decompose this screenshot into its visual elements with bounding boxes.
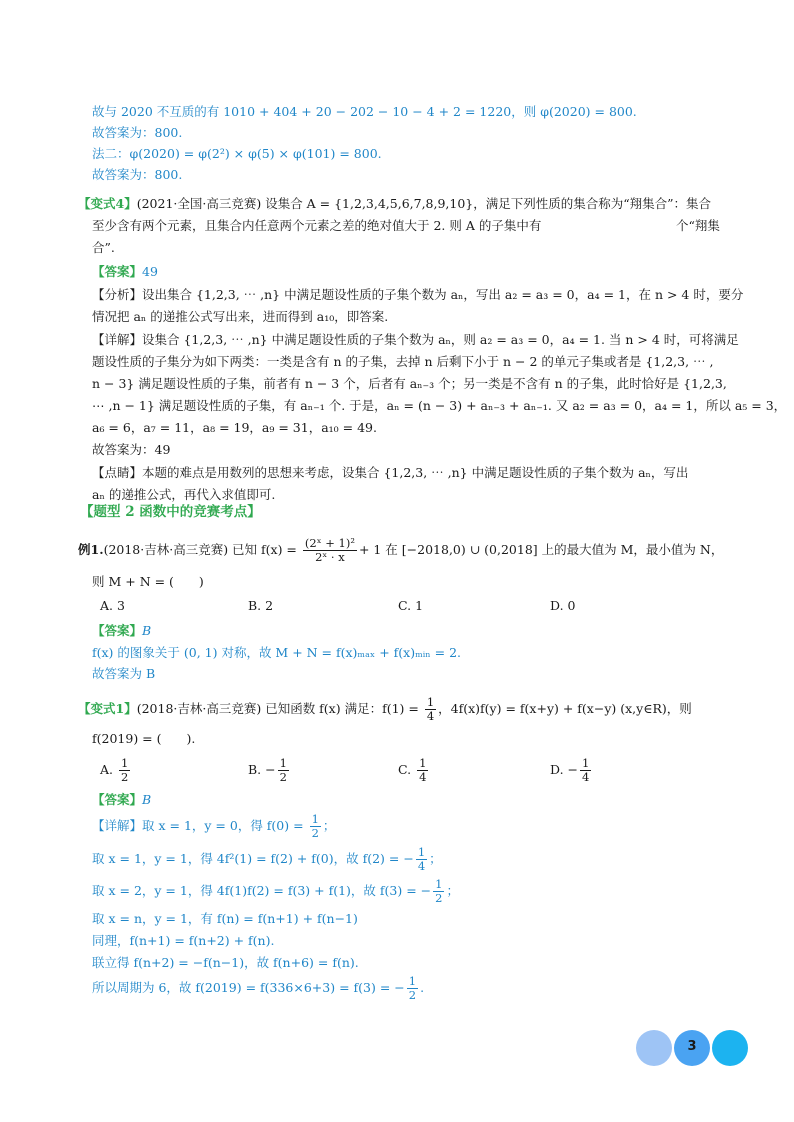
detail7-num: 1: [408, 974, 417, 988]
variant1-detail-2: [92, 845, 442, 873]
example1-frac-num: (2ˣ + 1)²: [304, 536, 355, 550]
variant4-tag: 【变式4】: [78, 196, 137, 211]
example1-solution-1: f(x) 的图象关于 (0, 1) 对称，故 M + N = f(x)ₘₐₓ + f(x)ₘᵢₙ = 2.: [92, 645, 462, 660]
detail3-fraction: [433, 878, 444, 905]
variant4-question-3: 合”.: [92, 240, 115, 255]
example1-solution-2: 故答案为 B: [92, 666, 156, 681]
top-line-3: 法二：φ(2020) = φ(2²) × φ(5) × φ(101) = 800.: [92, 146, 382, 161]
option-c-label: C.: [398, 762, 412, 777]
variant4-detail-2: 题设性质的子集分为如下两类：一类是含有 n 的子集，去掉 n 后剩下小于 n − 2 的单元子集或者是 {1,2,3, ⋯ ,: [92, 354, 714, 369]
option-c-den: 4: [419, 770, 427, 784]
page-number: 3: [687, 1039, 697, 1054]
top-line-1: 故与 2020 不互质的有 1010 + 404 + 20 − 202 − 10 − 4 + 2 = 1220，则 φ(2020) = 800.: [92, 104, 637, 119]
option-a-den: 2: [121, 770, 129, 784]
detail2-den: 4: [417, 859, 426, 873]
option-c-num: 1: [419, 756, 427, 770]
example1-line-1: [78, 535, 723, 565]
option-b-fraction: [278, 757, 289, 784]
example1-option-a: A. 3: [100, 598, 125, 613]
variant4-answer: [92, 264, 158, 280]
variant1-line-1: [78, 695, 692, 723]
variant4-answer-value: 49: [142, 264, 158, 279]
variant1-f1-fraction: [425, 696, 436, 723]
detail2-post: ；: [429, 851, 442, 866]
variant4-analysis-1: 【分析】设出集合 {1,2,3, ⋯ ,n} 中满足题设性质的子集个数为 aₙ，写出 a₂ = a₃ = 0，a₄ = 1，在 n > 4 时，要分: [92, 287, 744, 302]
detail3-text: 取 x = 2，y = 1，得 4f(1)f(2) = f(3) + f(1)，故 f(3) = −: [92, 883, 432, 898]
example1-answer: [92, 623, 151, 639]
page-number-badge: [636, 1030, 752, 1066]
option-a-label: A.: [100, 762, 114, 777]
variant1-f1-den: 4: [426, 709, 435, 723]
variant4-note-2: aₙ 的递推公式，再代入求值即可.: [92, 487, 276, 502]
example1-fraction: [303, 537, 357, 564]
option-a-fraction: [119, 757, 130, 784]
detail3-den: 2: [435, 891, 443, 905]
option-a-num: 1: [121, 756, 129, 770]
variant1-answer: [92, 792, 151, 808]
detail2-fraction: [416, 846, 427, 873]
detail7-den: 2: [408, 988, 417, 1002]
option-c-fraction: [417, 757, 428, 784]
variant4-question-2: 至少含有两个元素，且集合内任意两个元素之差的绝对值大于 2. 则 A 的子集中有: [92, 218, 542, 233]
variant1-line-2: f(2019) = ( ).: [92, 731, 196, 746]
variant4-analysis-2: 情况把 aₙ 的递推公式写出来，进而得到 a₁₀，即答案.: [92, 309, 389, 324]
detail1-post: ；: [322, 818, 336, 833]
detail3-num: 1: [435, 877, 443, 891]
option-d-den: 4: [582, 770, 590, 784]
variant4-detail-6: 故答案为：49: [92, 442, 171, 457]
variant4-note-1: 【点睛】本题的难点是用数列的思想来考虑，设集合 {1,2,3, ⋯ ,n} 中满足题设性质的子集个数为 aₙ，写出: [92, 465, 689, 480]
section-heading: 【题型 2 函数中的竞赛考点】: [80, 504, 261, 520]
variant1-option-c: [398, 757, 430, 784]
variant1-option-d: [550, 757, 593, 784]
top-line-2: 故答案为：800.: [92, 125, 183, 140]
option-d-num: 1: [582, 756, 590, 770]
variant4-question-1: (2021·全国·高三竞赛) 设集合 A = {1,2,3,4,5,6,7,8,9,10}，满足下列性质的集合称为“翔集合”：集合: [136, 196, 712, 211]
variant1-option-b: [248, 757, 291, 784]
variant4-detail-3: n − 3} 满足题设性质的子集，前者有 n − 3 个，后者有 aₙ₋₃ 个；另一类是不含有 n 的子集，此时恰好是 {1,2,3,: [92, 376, 727, 391]
example1-option-c: C. 1: [398, 598, 424, 613]
example1-post: + 1 在 [−2018,0) ∪ (0,2018] 上的最大值为 M，最小值为 N，: [358, 542, 724, 557]
variant1-detail-7: [92, 974, 424, 1002]
variant1-detail-6: 联立得 f(n+2) = −f(n−1)，故 f(n+6) = f(n).: [92, 955, 359, 970]
top-line-4: 故答案为：800.: [92, 167, 183, 182]
variant1-detail-4: 取 x = n，y = 1，有 f(n) = f(n+1) + f(n−1): [92, 911, 358, 926]
option-b-num: 1: [279, 756, 287, 770]
variant4-question-2b: 个“翔集: [676, 218, 720, 233]
option-b-sign: −: [265, 762, 276, 777]
detail2-num: 1: [417, 845, 426, 859]
option-d-sign: −: [567, 762, 579, 777]
variant1-answer-tag: 【答案】: [92, 792, 143, 807]
option-d-label: D.: [550, 762, 564, 777]
variant1-detail-5: 同理，f(n+1) = f(n+2) + f(n).: [92, 933, 275, 948]
detail1-num: 1: [311, 812, 319, 826]
variant1-option-a: [100, 757, 132, 784]
detail1-fraction: [310, 813, 321, 840]
detail2-text: 取 x = 1，y = 1，得 4f²(1) = f(2) + f(0)，故 f(2) = −: [92, 851, 414, 866]
detail7-fraction: [407, 975, 418, 1002]
variant4-detail-5: a₆ = 6，a₇ = 11，a₈ = 19，a₉ = 31，a₁₀ = 49.: [92, 420, 377, 435]
variant1-tag: 【变式1】: [78, 701, 137, 716]
badge-circle-right: [712, 1030, 748, 1066]
variant4-detail-1: 【详解】设集合 {1,2,3, ⋯ ,n} 中满足题设性质的子集个数为 aₙ，则 a₂ = a₃ = 0，a₄ = 1. 当 n > 4 时，可将满足: [92, 332, 739, 347]
variant1-pre: (2018·吉林·高三竞赛) 已知函数 f(x) 满足：f(1) =: [136, 701, 419, 716]
detail7-text: 所以周期为 6，故 f(2019) = f(336×6+3) = f(3) = −: [92, 980, 405, 995]
example1-answer-value: B: [142, 623, 152, 638]
variant4-line-1: [78, 196, 711, 212]
example1-line-2: 则 M + N = ( ): [92, 574, 204, 589]
example1-option-b: B. 2: [248, 598, 274, 613]
variant4-detail-4: ⋯ ,n − 1} 满足题设性质的子集，有 aₙ₋₁ 个. 于是，aₙ = (n − 3) + aₙ₋₃ + aₙ₋₁. 又 a₂ = a₃ = 0，a₄ = 1，所以 a₅ = 3，: [92, 398, 787, 413]
option-b-den: 2: [279, 770, 287, 784]
variant1-answer-value: B: [142, 792, 152, 807]
example1-pre: (2018·吉林·高三竞赛) 已知 f(x) =: [103, 542, 297, 557]
variant4-answer-tag: 【答案】: [92, 264, 143, 279]
option-b-label: B.: [248, 762, 262, 777]
detail1-den: 2: [311, 826, 319, 840]
detail1-text: 【详解】取 x = 1，y = 0，得 f(0) =: [92, 818, 304, 833]
variant1-detail-3: [92, 877, 459, 905]
example1-frac-den: 2ˣ · x: [315, 550, 345, 564]
example1-tag: 例1.: [78, 542, 104, 557]
example1-answer-tag: 【答案】: [92, 623, 143, 638]
detail7-post: .: [420, 980, 425, 995]
detail3-post: ；: [446, 883, 459, 898]
option-d-fraction: [580, 757, 591, 784]
example1-option-d: D. 0: [550, 598, 576, 613]
variant1-post: ，4f(x)f(y) = f(x+y) + f(x−y) (x,y∈R)，则: [438, 701, 692, 716]
variant1-detail-1: [92, 812, 335, 840]
variant1-f1-num: 1: [426, 695, 435, 709]
badge-circle-left: [636, 1030, 672, 1066]
